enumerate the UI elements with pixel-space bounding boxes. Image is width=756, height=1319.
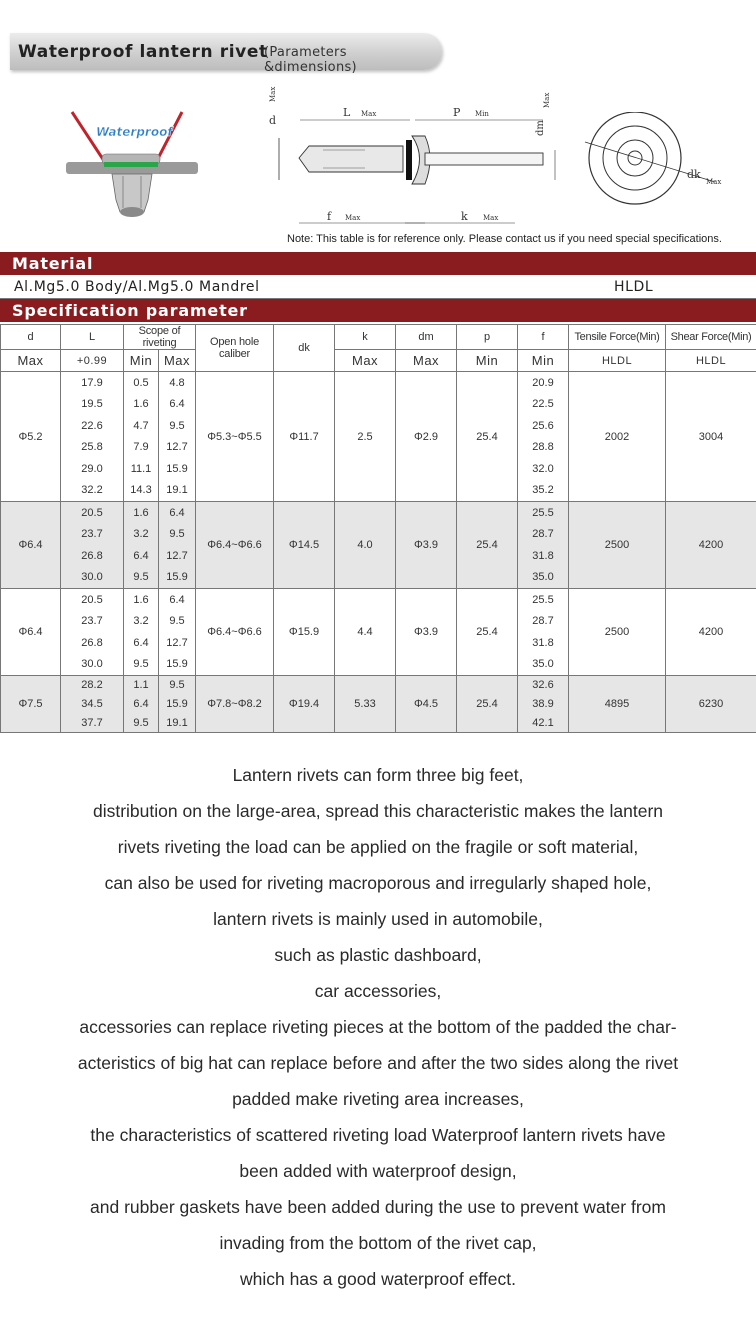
page-title-banner [10,33,442,75]
cell-k: 2.5 [335,372,396,502]
cell-L-value: 26.8 [81,636,103,649]
material-heading: Material [12,254,94,273]
cell-L-value: 28.2 [81,679,103,692]
spec-header-row-1 [1,325,756,350]
cell-shear: 4200 [666,502,756,589]
cell-f-value: 22.5 [532,398,554,411]
cell-scope-max [159,589,196,676]
cell-f-value: 25.6 [532,419,554,432]
cell-L-value: 37.7 [81,716,103,729]
cell-dm: Φ2.9 [396,372,457,502]
cell-L-value: 22.6 [81,419,103,432]
label-f-max: Max [345,214,361,222]
label-f: f [327,210,332,223]
spec-heading-bar [0,299,756,322]
cell-f-value: 32.0 [532,462,554,475]
material-row [0,277,756,299]
description-line: such as plastic dashboard, [274,945,482,965]
cell-scope-min [124,676,159,733]
cell-scope-min-value: 9.5 [133,716,149,729]
middle-circle [603,126,667,190]
reference-note: Note: This table is for reference only. Please contact us if you need special specifications. [287,233,722,245]
label-d: d [269,114,277,127]
label-dm-max: Max [543,92,551,108]
cell-L-value: 26.8 [81,549,103,562]
cell-scope-max [159,502,196,589]
cell-f-value: 35.0 [532,658,554,671]
description-line: lantern rivets is mainly used in automobile, [213,909,543,929]
cell-L-value: 30.0 [81,658,103,671]
cell-f-value: 28.7 [532,615,554,628]
cell-d: Φ7.5 [1,676,61,733]
cell-scope-min-value: 3.2 [133,615,149,628]
description-line: which has a good waterproof effect. [240,1269,516,1289]
cell-scope-min-value: 6.4 [133,697,149,710]
cell-p: 25.4 [457,502,518,589]
cell-L-value: 34.5 [81,697,103,710]
cell-scope-max-value: 15.9 [166,462,188,475]
cell-scope-min-value: 6.4 [133,549,149,562]
cell-p: 25.4 [457,676,518,733]
material-value: Al.Mg5.0 Body/Al.Mg5.0 Mandrel [14,279,260,295]
cell-tensile: 2500 [569,502,666,589]
label-dk-max: Max [706,178,722,186]
spec-heading: Specification parameter [12,301,248,320]
cell-scope-max-value: 6.4 [169,506,185,519]
subheader-scope-min: Min [124,350,159,372]
cell-scope-max-value: 15.9 [166,658,188,671]
description-line: car accessories, [314,981,442,1001]
end-view-drawing [575,112,735,222]
cell-scope-min-value: 9.5 [133,571,149,584]
rubber-gasket [104,162,158,167]
cell-f-value: 31.8 [532,549,554,562]
cell-f-value: 32.6 [532,679,554,692]
label-L: L [343,106,351,119]
cell-scope-min-value: 4.7 [133,419,149,432]
rivet-body [112,174,152,212]
header-shear: Shear Force(Min) [666,325,756,350]
cell-scope-max-value: 12.7 [166,441,188,454]
cell-hole: Φ7.8~Φ8.2 [196,676,274,733]
subheader-d: Max [1,350,61,372]
page-subtitle: (Parameters &dimensions) [264,45,357,75]
cell-L-value: 20.5 [81,506,103,519]
cell-k: 5.33 [335,676,396,733]
description-line: been added with waterproof design, [239,1161,517,1181]
subheader-scope-max: Max [159,350,196,372]
cell-f-value: 25.5 [532,506,554,519]
description-line: invading from the bottom of the rivet cap, [219,1233,537,1253]
cell-scope-max-value: 4.8 [169,376,185,389]
cell-scope-max-value: 12.7 [166,549,188,562]
cell-shear: 3004 [666,372,756,502]
page-title: Waterproof lantern rivet [18,42,268,62]
subheader-k: Max [335,350,396,372]
header-hole: Open hole caliber [196,325,274,372]
label-d-max: Max [269,86,277,102]
cell-scope-max-value: 15.9 [166,571,188,584]
table-row [1,372,756,502]
cell-L-value: 25.8 [81,441,103,454]
header-tensile: Tensile Force(Min) [569,325,666,350]
spec-header-row-2 [1,350,756,372]
table-row [1,676,756,733]
header-d: d [1,325,61,350]
cell-scope-max [159,676,196,733]
cell-hole: Φ6.4~Φ6.6 [196,589,274,676]
cell-shear: 4200 [666,589,756,676]
cell-L-value: 32.2 [81,484,103,497]
cell-L-value: 20.5 [81,593,103,606]
table-row [1,589,756,676]
cell-shear: 6230 [666,676,756,733]
rubber-washer [406,140,412,180]
cell-scope-min-value: 1.1 [133,679,149,692]
cell-scope-min-value: 11.1 [130,462,152,475]
description-line: accessories can replace riveting pieces at the bottom of the padded the char- [79,1017,677,1037]
cell-L [61,502,124,589]
cell-scope-min [124,372,159,502]
description-line: rivets riveting the load can be applied on the fragile or soft material, [117,837,639,857]
cell-d: Φ5.2 [1,372,61,502]
dimension-drawing [265,80,565,232]
header-L: L [61,325,124,350]
cell-scope-max-value: 12.7 [166,636,188,649]
description-line: can also be used for riveting macroporous and irregularly shaped hole, [104,873,652,893]
cell-dk: Φ19.4 [274,676,335,733]
table-row [1,502,756,589]
rivet-illustration [60,108,210,228]
cell-hole: Φ5.3~Φ5.5 [196,372,274,502]
spec-table-body [1,372,756,733]
cell-f-value: 35.2 [532,484,554,497]
cell-f-value: 35.0 [532,571,554,584]
description-line: and rubber gaskets have been added during the use to prevent water from [90,1197,666,1217]
cell-scope-min-value: 1.6 [133,593,149,606]
cell-scope-max-value: 9.5 [169,615,185,628]
cell-L-value: 19.5 [81,398,103,411]
cell-scope-max-value: 6.4 [169,398,185,411]
cell-f-value: 28.8 [532,441,554,454]
cell-scope-min [124,589,159,676]
label-k-max: Max [483,214,499,222]
cell-scope-min-value: 6.4 [133,636,149,649]
description-line: Lantern rivets can form three big feet, [232,765,524,785]
cell-k: 4.4 [335,589,396,676]
cell-f [518,372,569,502]
cell-scope-min-value: 14.3 [130,484,152,497]
description-line: the characteristics of scattered riveting load Waterproof lantern rivets have [90,1125,666,1145]
description-text [0,760,756,1300]
subheader-tensile: HLDL [569,350,666,372]
cell-f [518,589,569,676]
cell-scope-min-value: 1.6 [133,398,149,411]
label-L-max: Max [361,110,377,118]
cell-f-value: 38.9 [532,697,554,710]
header-dk: dk [274,325,335,372]
label-P-min: Min [475,110,489,118]
material-heading-bar [0,252,756,275]
header-scope: Scope of riveting [124,325,196,350]
cell-tensile: 2002 [569,372,666,502]
mandrel [425,153,543,165]
subheader-dm: Max [396,350,457,372]
cell-f-value: 28.7 [532,528,554,541]
cell-scope-max-value: 9.5 [169,419,185,432]
cell-L-value: 23.7 [81,615,103,628]
cell-f-value: 20.9 [532,376,554,389]
inner-circle [617,140,653,176]
cell-d: Φ6.4 [1,589,61,676]
waterproof-label: Waterproof [96,125,173,139]
cell-dm: Φ3.9 [396,502,457,589]
cell-scope-max-value: 9.5 [169,528,185,541]
cell-scope-max [159,372,196,502]
subheader-f: Min [518,350,569,372]
header-p: p [457,325,518,350]
cell-L-value: 29.0 [81,462,103,475]
cell-L [61,372,124,502]
cell-L [61,589,124,676]
cell-scope-min-value: 1.6 [133,506,149,519]
cell-scope-min-value: 7.9 [133,441,149,454]
cell-dk: Φ14.5 [274,502,335,589]
cell-dk: Φ15.9 [274,589,335,676]
cell-d: Φ6.4 [1,502,61,589]
cell-f [518,676,569,733]
cell-L-value: 23.7 [81,528,103,541]
cell-scope-min-value: 0.5 [133,376,149,389]
cell-dm: Φ4.5 [396,676,457,733]
cell-f [518,502,569,589]
cell-k: 4.0 [335,502,396,589]
subheader-p: Min [457,350,518,372]
cell-p: 25.4 [457,372,518,502]
cell-scope-min-value: 9.5 [133,658,149,671]
cell-tensile: 4895 [569,676,666,733]
cell-L-value: 30.0 [81,571,103,584]
subheader-L: +0.99 [61,350,124,372]
label-dm: dm [535,120,546,136]
header-f: f [518,325,569,350]
core-circle [628,151,642,165]
spec-table [0,324,756,733]
cell-L-value: 17.9 [81,376,103,389]
cell-scope-min [124,502,159,589]
subheader-shear: HLDL [666,350,756,372]
cell-scope-min-value: 3.2 [133,528,149,541]
cell-f-value: 42.1 [532,716,554,729]
rivet-tip [120,207,144,217]
description-line: padded make riveting area increases, [232,1089,524,1109]
header-dm: dm [396,325,457,350]
cell-dm: Φ3.9 [396,589,457,676]
cell-scope-max-value: 15.9 [166,697,188,710]
cell-L [61,676,124,733]
label-P: P [453,106,461,119]
cell-scope-max-value: 9.5 [169,679,185,692]
header-k: k [335,325,396,350]
material-code: HLDL [614,279,654,295]
cell-f-value: 31.8 [532,636,554,649]
cell-f-value: 25.5 [532,593,554,606]
cell-scope-max-value: 19.1 [166,716,188,729]
cell-scope-max-value: 19.1 [166,484,188,497]
cell-tensile: 2500 [569,589,666,676]
cell-hole: Φ6.4~Φ6.6 [196,502,274,589]
cell-scope-max-value: 6.4 [169,593,185,606]
cell-p: 25.4 [457,589,518,676]
description-line: acteristics of big hat can replace before and after the two sides along the rivet [77,1053,679,1073]
cell-dk: Φ11.7 [274,372,335,502]
label-dk: dk [687,168,701,181]
label-k: k [461,210,468,223]
description-line: distribution on the large-area, spread this characteristic makes the lantern [92,801,663,821]
